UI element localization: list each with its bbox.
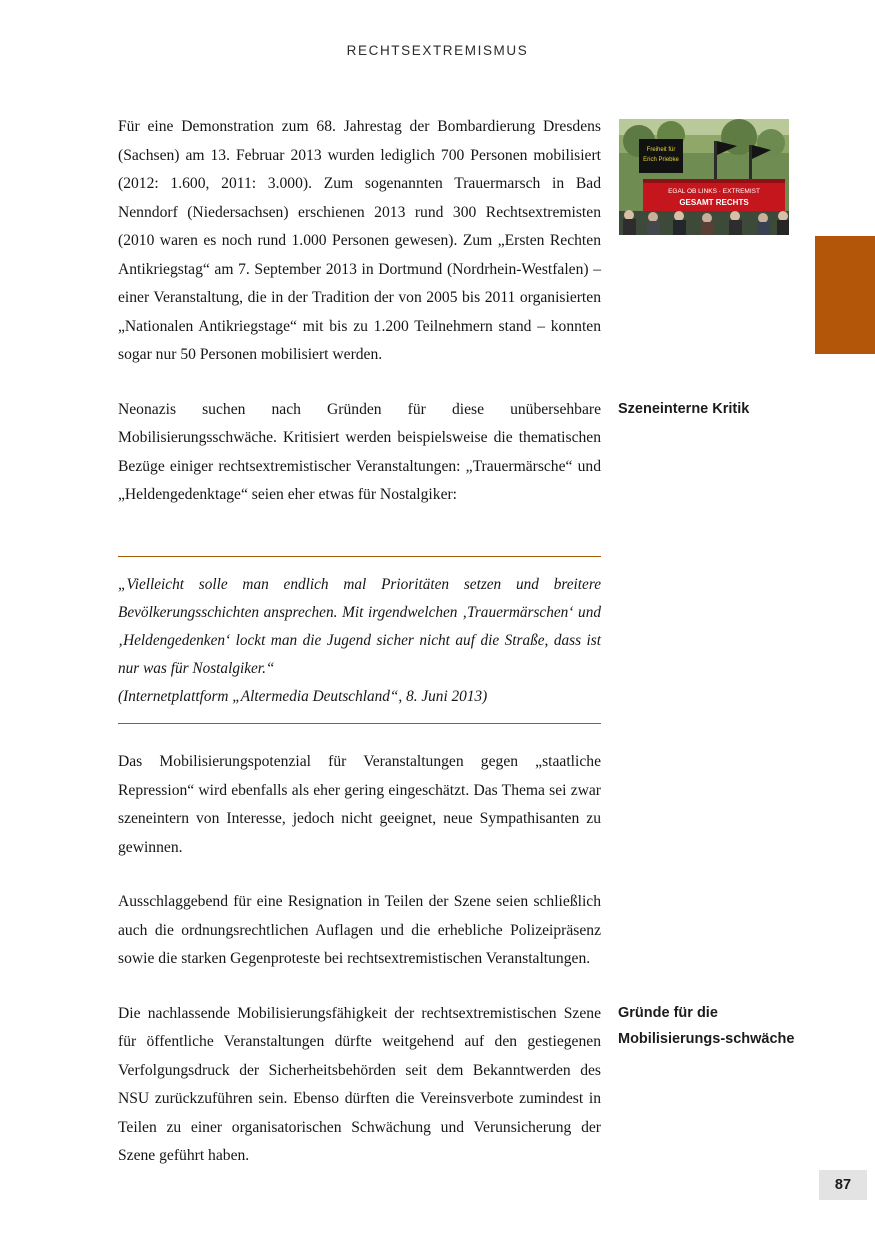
- main-text-column: [118, 113, 601, 532]
- body-paragraph-1: Für eine Demonstration zum 68. Jahrestag der Bombardierung Dresdens (Sachsen) am 13. Februar 2013 wurden lediglich 700 Personen mobilisiert (2012: 1.600, 2011: 3.000). Zum sogenannten Trauermarsch in Bad Nenndorf (Niedersachsen) erschienen 2013 rund 300 Rechtsextremisten (2010 waren es noch rund 1.000 Personen gewesen). Zum „Ersten Rechten Antikriegstag“ am 7. September 2013 in Dortmund (Nordrhein-Westfalen) – einer Veranstaltung, die in der Tradition der von 2005 bis 2011 organisierten „Nationalen Antikriegstage“ mit bis zu 1.200 Teilnehmern stand – konnten sogar nur 50 Personen mobilisiert werden.: [118, 118, 601, 363]
- demonstration-photo: [619, 119, 789, 235]
- svg-text:Erich Priebke: Erich Priebke: [643, 157, 679, 163]
- body-paragraph-4: Ausschlaggebend für eine Resignation in Teilen der Szene seien schließlich auch die ordnungsrechtlichen Auflagen und die erhebliche Polizeipräsenz sowie die starken Gegenproteste bei rechtsextremistischen Veranstaltungen.: [118, 893, 601, 967]
- running-head: RECHTSEXTREMISMUS: [346, 43, 529, 58]
- lower-text-column: [118, 748, 601, 1171]
- section-edge-tab: [815, 236, 875, 354]
- photo-graphic: [619, 119, 789, 235]
- pull-quote: [118, 556, 601, 724]
- body-paragraph-3: Das Mobilisierungspotenzial für Veranstaltungen gegen „staatliche Repression“ wird ebenfalls als eher gering eingeschätzt. Das Thema sei zwar szeneintern von Interesse, jedoch nicht geeignet, neue Sympathisanten zu gewinnen.: [118, 753, 601, 856]
- pull-quote-text: „Vielleicht solle man endlich mal Prioritäten setzen und breitere Bevölkerungsschichten ansprechen. Mit irgendwelchen ‚Trauermärschen‘ und ‚Heldengedenken‘ lockt man die Jugend sicher nicht auf die Straße, dass ist nur was für Nostalgiker.“: [118, 576, 601, 677]
- page-number: 87: [819, 1170, 867, 1200]
- svg-text:Freiheit für: Freiheit für: [646, 147, 676, 153]
- svg-text:EGAL OB LINKS · EXTREMIST: EGAL OB LINKS · EXTREMIST: [668, 188, 760, 195]
- body-paragraph-2: Neonazis suchen nach Gründen für diese unübersehbare Mobilisierungsschwäche. Kritisiert werden beispielsweise die thematischen Bezüge einiger rechtsextremistischer Veranstaltungen: „Trauermärsche“ und „Heldengedenktage“ seien eher etwas für Nostalgiker:: [118, 400, 601, 503]
- body-paragraph-5: Die nachlassende Mobilisierungsfähigkeit der rechtsextremistischen Szene für öffentliche Veranstaltungen dürfte weitgehend auf den gestiegenen Verfolgungsdruck der Sicherheitsbehörden seit dem Bekanntwerden des NSU zurückzuführen sein. Ebenso dürften die Vereinsverbote zumindest in Teilen zu einer organisatorischen Schwächung und Verunsicherung der Szene geführt haben.: [118, 1004, 601, 1164]
- margin-note-gruende-mobilisierungsschwaeche: Gründe für die Mobilisierungs-schwäche: [618, 1005, 795, 1047]
- margin-note-szeneinterne-kritik: Szeneinterne Kritik: [618, 401, 750, 417]
- svg-text:GESAMT RECHTS: GESAMT RECHTS: [679, 198, 749, 207]
- pull-quote-source: (Internetplattform „Altermedia Deutschland“, 8. Juni 2013): [118, 688, 488, 705]
